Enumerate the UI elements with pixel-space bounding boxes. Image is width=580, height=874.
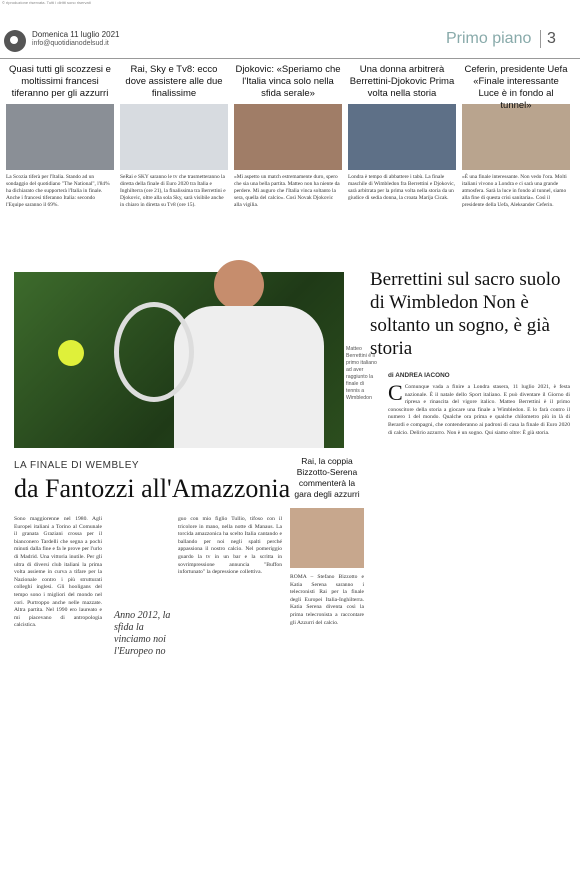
teaser-text: Londra è tempo di abbattere i tabù. La finale maschile di Wimbledon fra Berrettini e Djokovic, sarà arbitrata per la prima volta nella storia da un giudice di sedia donna, la croata Marija Cicak. (348, 174, 456, 201)
wembley-headline: da Fantozzi all'Amazzonia (14, 474, 291, 503)
section-kicker: LA FINALE DI WEMBLEY (14, 460, 140, 471)
teaser-image (348, 104, 456, 170)
teaser-text: La Scozia tiferà per l'Italia. Stando ad un sondaggio del quotidiano "The National", l'84% ha dichiarato che supporterà l'Italia in finale. Anche i francesi tiferanno Italia: secondo l'Equipe saranno il 69%. (6, 174, 110, 208)
teaser-text: SeRai e SKY saranno le tv che trasmetteranno la diretta della finale di Euro 2020 tra Italia e Inghilterra (ore 21), la finalissima tra Berrettini e Djokovic, oltre alla sola Sky, sarà visibile anche in chiaro in diretta su Tv8 (ore 15). (120, 174, 226, 208)
teaser-image (120, 104, 228, 170)
wembley-column-2: guo con mio figlio Tullio, tifoso con il tricolore in mano, nella notte di Manaus. La torcida amazzonica ha scelto Italia cantando e ballando per noi negli spalti perché appassiona il nostro calcio. Nel pomeriggio guardo la tv in un bar e la scritta in sovrimpressione annuncia "Buffon infortunato" la depressione collettiva. (178, 516, 282, 576)
katia-serena-photo (290, 508, 364, 568)
tennis-ball (58, 340, 84, 366)
main-headline: Berrettini sul sacro suolo di Wimbledon Non è soltanto un sogno, è già storia (370, 269, 561, 359)
teaser-title: Rai, Sky e Tv8: ecco dove assistere alle due finalissime (125, 64, 223, 99)
pull-quote: Anno 2012, la sfida la vinciamo noi l'Europeo no (114, 610, 171, 657)
section-name: Primo piano (446, 30, 532, 47)
teaser-text: «È una finale interessante. Non vedo l'ora. Molti italiani vivono a Londra e ci sarà una grande atmosfera. Sarà la luce in fondo al tunnel, siamo alla fine di questa crisi sanitaria». Così il presidente della Uefa, Aleksander Ceferin. (462, 174, 567, 208)
player-body (174, 306, 324, 448)
teaser-1 (6, 64, 114, 209)
teaser-title: Quasi tutti gli scozzesi e moltissimi francesi tiferanno per gli azzurri (9, 64, 111, 99)
wembley-column-1: Sono maggiorenne nel 1980. Agli Europei italiani a Torino al Comunale il granata Graziani crossa per il bianconero Tardelli che segna a pochi minuti dalla fine e fa le prove per l'urlo di Madrid. Una vittoria inutile. Per gli ultra di diversi club italiani la prima volta assieme in curva a tifare per la Nazionale contro i più strutturati colleghi inglesi. Gli hooligans del tempo sono i migliori del mondo nel cori. Purtroppo anche nelle mazzate. Altra partita. Nel 1990 ero laureato e mi piacevano di antropologia calcistica. (14, 516, 102, 629)
issue-date: Domenica 11 luglio 2021 (32, 30, 120, 39)
divider (0, 58, 580, 59)
teaser-image (234, 104, 342, 170)
main-article-body (388, 384, 570, 874)
article-author: di ANDREA IACONO (388, 372, 450, 379)
teaser-2 (120, 64, 228, 209)
teaser-title: Ceferin, presidente Uefa «Finale interessante Luce è in fondo al tunnel» (464, 64, 568, 111)
teaser-text: «Mi aspetto un match estremamente duro, spero che sia una bella partita. Matteo non ha niente da perdere. Mi auguro che l'Italia vinca soltanto la sera, quella del calcio». Così Novak Djokovic alla vigilia. (234, 174, 340, 208)
teaser-image (462, 104, 570, 170)
teaser-title: Una donna arbitrerà Berrettini-Djokovic Prima volta nella storia (349, 64, 455, 99)
dropcap: C (388, 384, 403, 405)
copyright-notice: © riproduzione riservata. Tutti i diritti sono riservati (2, 0, 91, 5)
teaser-image (6, 104, 114, 170)
rai-headline: Rai, la coppia Bizzotto-Serena commenterà la gara degli azzurri (294, 456, 360, 499)
berrettini-photo (14, 272, 344, 448)
contact-email[interactable]: info@quotidianodelsud.it (32, 40, 109, 47)
masthead (0, 26, 580, 56)
photo-caption: Matteo Berrettini è il primo italiano ad aver raggiunto la finale di tennis a Wimbledon (346, 346, 377, 401)
teaser-4 (348, 64, 456, 202)
racket (114, 302, 194, 402)
player-head (214, 260, 264, 310)
teaser-5 (462, 64, 570, 209)
teaser-title: Djokovic: «Speriamo che l'Italia vinca solo nella sfida serale» (235, 64, 341, 99)
teaser-3 (234, 64, 342, 209)
main-body-text: Comunque vada a finire a Londra stasera, 11 luglio 2021, è festa nazionale. È il natale dello Sport italiano. E può diventare il Giorno di ripresa e rinascita del vigore italico. Matteo Berrettini è il primo conoscitore della storia a giocare una finale a Wimbledon. E lo farà contro il numero 1 del mondo. Qualche ora prima e qualche chilometro più in là di Berardi e compagni, che contenderanno ai padroni di casa la finale di Euro 2020 di calcio. Delirio azzurro. Non è un sogno. Qui siamo oltre: È già storia. (388, 384, 570, 436)
page-number: 3 (540, 30, 556, 48)
rai-article-body: ROMA – Stefano Bizzotto e Katia Serena saranno i telecronisti Rai per la finale degli Europei Italia-Inghilterra. Katia Serena diventa così la prima telecronista a raccontare gli Azzurri del calcio. (290, 574, 364, 626)
newspaper-logo-icon (4, 30, 26, 52)
